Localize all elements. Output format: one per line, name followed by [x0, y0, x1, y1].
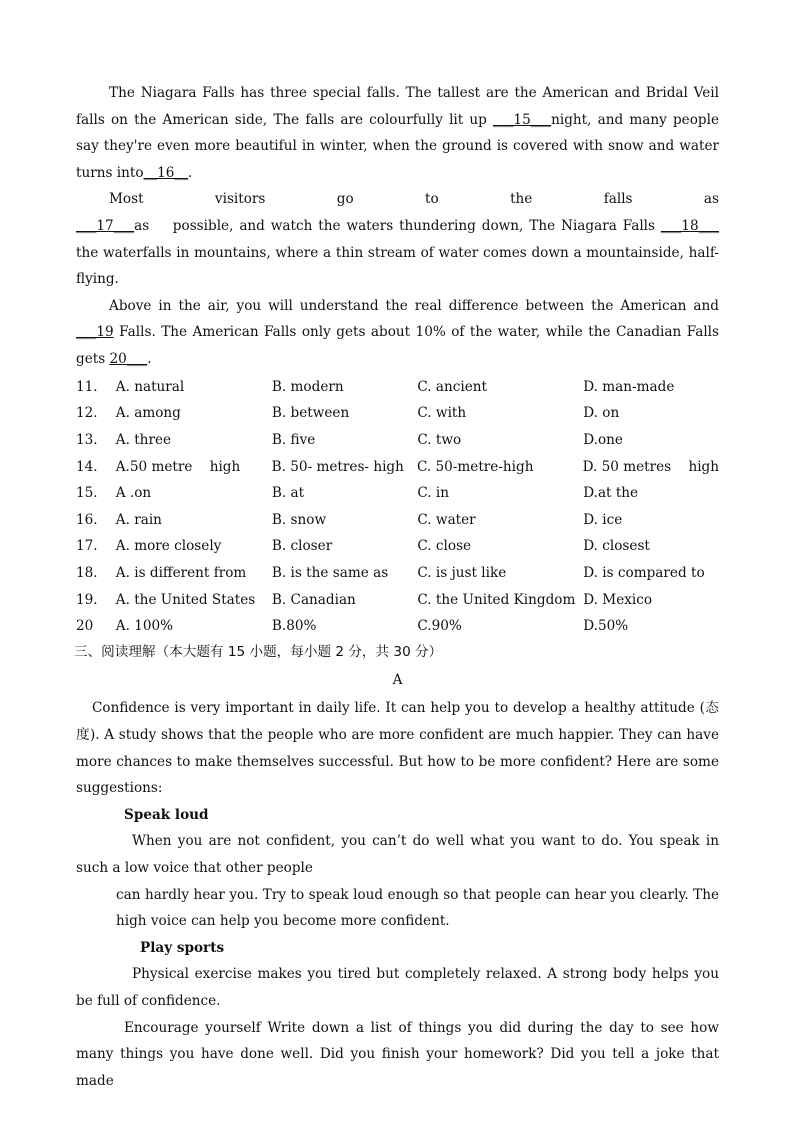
option-row: [76, 586, 719, 613]
option-a: A.50 metre high: [115, 458, 241, 475]
paragraph-niagara-3: [76, 293, 719, 373]
paragraph-confidence-intro: Confidence is very important in daily life. It can help you to develop a healthy attitude (态度). A study shows that the people who are more confident are much happier. They can have more chances to make themselves successful. But how to be more confident? Here are some suggestions:: [76, 700, 719, 797]
option-b: B. 50- metres- high: [271, 458, 404, 475]
option-a: A. rain: [115, 511, 162, 528]
text: Most visitors go to the falls as: [109, 191, 719, 208]
options-list: [76, 374, 719, 640]
option-c: C. is just like: [417, 564, 507, 581]
text: .: [188, 164, 193, 181]
option-row: [76, 374, 719, 401]
blank-18: ___18___: [660, 217, 719, 234]
section-heading: 三、阅读理解（本大题有 15 小题，每小题 2 分，共 30 分）: [74, 644, 443, 661]
option-b: B. modern: [271, 378, 344, 395]
question-number: 20: [76, 618, 94, 635]
question-number: 18.: [76, 564, 98, 581]
paragraph-speak-loud-1: When you are not confident, you can’t do well what you want to do. You speak in such a low voice that other people: [76, 833, 719, 877]
text: The Niagara Falls has three special falls. The tallest are the American and Bridal Veil falls on the American side, The falls are colourfully lit up: [76, 85, 719, 128]
option-d: D. 50 metres high: [582, 458, 719, 475]
option-b: B. between: [271, 405, 350, 422]
option-b: B. Canadian: [271, 591, 356, 608]
option-row: [76, 533, 719, 560]
option-d: D.one: [583, 432, 623, 449]
option-row: [76, 453, 719, 480]
option-a: A. 100%: [115, 618, 174, 635]
paragraph-niagara-1: [76, 80, 719, 186]
option-b: B. closer: [271, 538, 333, 555]
option-b: B. five: [271, 432, 316, 449]
paragraph-play-sports: Physical exercise makes you tired but completely relaxed. A strong body helps you be full of confidence.: [76, 966, 719, 1009]
option-d: D.at the: [583, 485, 639, 502]
option-row: [76, 560, 719, 587]
paragraph-speak-loud-2: can hardly hear you. Try to speak loud enough so that people can hear you clearly. The high voice can help you become more confident.: [116, 886, 719, 930]
option-b: B. at: [271, 485, 305, 502]
question-number: 12.: [76, 405, 98, 422]
option-c: C. close: [417, 538, 472, 555]
option-d: D. on: [583, 405, 620, 422]
option-a: A. among: [115, 405, 181, 422]
option-a: A. the United States: [115, 591, 256, 608]
question-number: 13.: [76, 432, 98, 449]
text: Above in the air, you will understand the real difference between the American and: [109, 297, 719, 314]
question-number: 17.: [76, 538, 98, 555]
option-b: B. snow: [271, 511, 327, 528]
option-d: D. is compared to: [583, 564, 705, 581]
option-a: A. more closely: [115, 538, 222, 555]
option-a: A. three: [115, 432, 172, 449]
option-a: A. is different from: [115, 564, 247, 581]
subheading-play-sports: Play sports: [140, 939, 225, 956]
blank-20: 20___: [109, 350, 148, 367]
question-number: 15.: [76, 485, 98, 502]
option-row: [76, 507, 719, 534]
text: the waterfalls in mountains, where a thin stream of water comes down a mountainside, half-flying.: [76, 244, 719, 288]
option-d: D. ice: [583, 511, 623, 528]
text: night, and many people say they're even more beautiful in winter, when the ground is covered with snow and water turns into: [76, 111, 719, 181]
question-number: 14.: [76, 458, 98, 475]
option-b: B. is the same as: [271, 564, 389, 581]
text: as possible, and watch the waters thundering down, The Niagara Falls: [134, 217, 661, 234]
option-c: C. water: [417, 511, 476, 528]
question-number: 11.: [76, 378, 98, 395]
option-d: D.50%: [583, 618, 629, 635]
option-row: [76, 613, 719, 640]
passage-letter: A: [392, 672, 403, 689]
option-c: C.90%: [417, 618, 462, 635]
document-content: [76, 80, 719, 1094]
text: Falls. The American Falls only gets about 10% of the water, while the Canadian Falls gets: [76, 324, 719, 367]
option-c: C. in: [417, 485, 450, 502]
option-c: C. the United Kingdom: [417, 591, 576, 608]
question-number: 16.: [76, 511, 98, 528]
blank-17: ___17___: [76, 217, 135, 234]
option-c: C. with: [417, 405, 467, 422]
option-row: [76, 427, 719, 454]
option-d: D. closest: [583, 538, 650, 555]
question-number: 19.: [76, 591, 98, 608]
text: .: [147, 350, 152, 367]
option-c: C. 50-metre-high: [416, 458, 534, 475]
option-c: C. ancient: [417, 378, 488, 395]
option-row: [76, 480, 719, 507]
option-row: [76, 400, 719, 427]
subheading-speak-loud: Speak loud: [124, 806, 209, 823]
blank-15: ___15___: [493, 111, 552, 128]
paragraph-niagara-2: [76, 186, 719, 292]
blank-19: ___19: [76, 324, 114, 341]
option-a: A .on: [115, 485, 152, 502]
option-d: D. man-made: [583, 378, 675, 395]
option-c: C. two: [417, 432, 462, 449]
blank-16: __16__: [143, 164, 189, 181]
option-a: A. natural: [115, 378, 185, 395]
option-d: D. Mexico: [583, 591, 653, 608]
option-b: B.80%: [271, 618, 317, 635]
paragraph-encourage-yourself: Encourage yourself Write down a list of things you did during the day to see how many things you have done well. Did you finish your homework? Did you tell a joke that made: [76, 1019, 719, 1089]
